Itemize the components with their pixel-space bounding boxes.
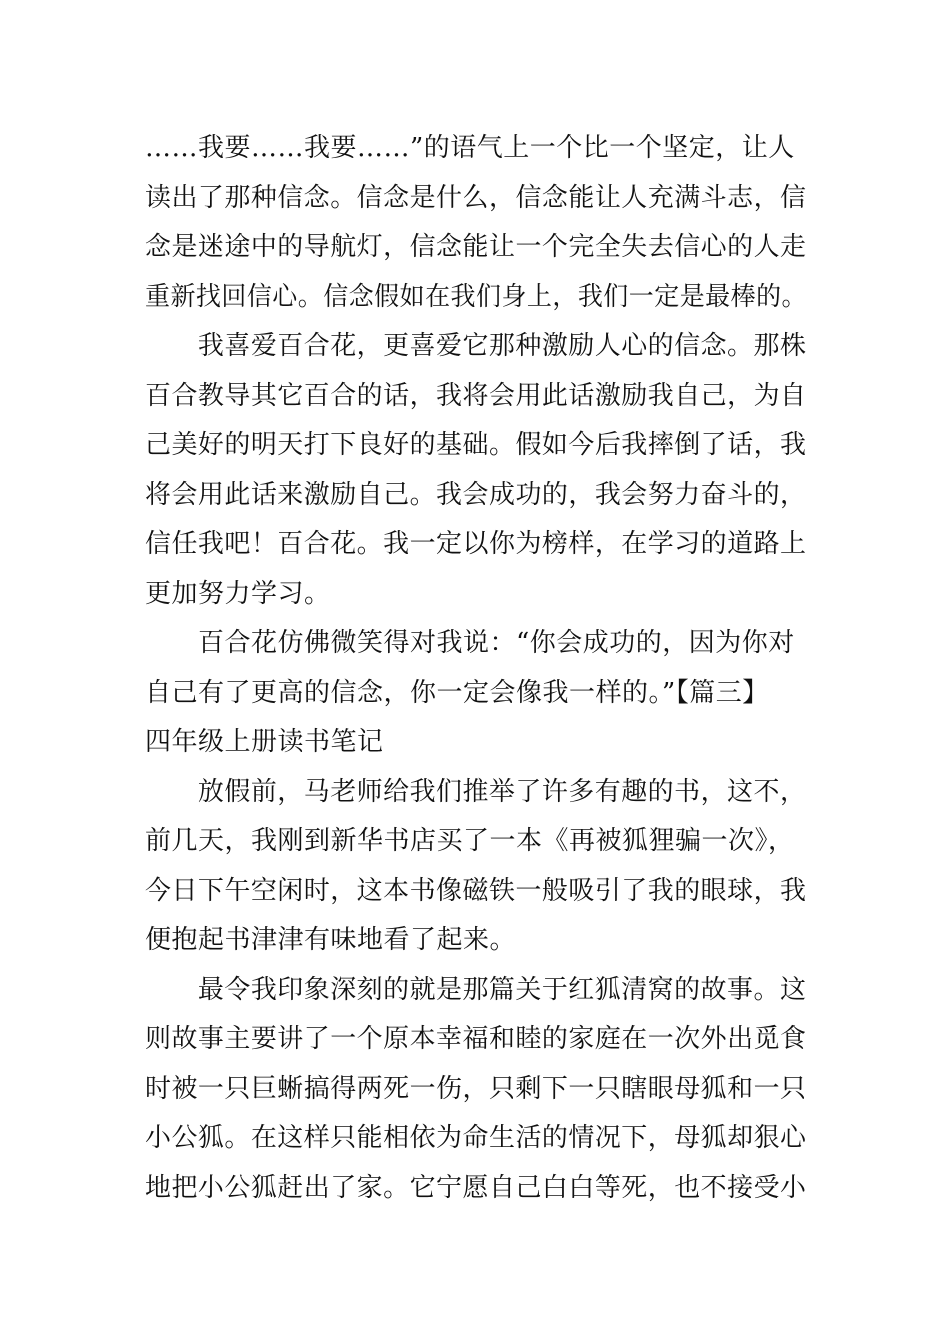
section-heading: 四年级上册读书笔记	[145, 727, 384, 757]
text-line: 将会用此话来激励自己。我会成功的，我会努力奋斗的，	[145, 479, 807, 510]
text-line: 时被一只巨蜥搞得两死一伤，只剩下一只瞎眼母狐和一只	[145, 1073, 807, 1104]
text-line: 今日下午空闲时，这本书像磁铁一般吸引了我的眼球，我	[145, 875, 807, 906]
text-line: 念是迷途中的导航灯，信念能让一个完全失去信心的人走	[145, 232, 807, 262]
paragraph-2	[145, 322, 807, 619]
text-line: 地把小公狐赶出了家。它宁愿自己白白等死，也不接受小	[145, 1172, 807, 1203]
paragraph-4	[145, 768, 807, 966]
text-line: 百合教导其它百合的话，我将会用此话激励我自己，为自	[145, 380, 807, 411]
text-line: 信任我吧！百合花。我一定以你为榜样，在学习的道路上	[145, 529, 807, 559]
text-line: 百合花仿佛微笑得对我说：“你会成功的，因为你对	[198, 628, 795, 658]
text-line: 读出了那种信念。信念是什么，信念能让人充满斗志，信	[145, 182, 807, 213]
document-page	[145, 124, 807, 1213]
text-line: 小公狐。在这样只能相依为命生活的情况下，母狐却狠心	[145, 1123, 807, 1153]
text-line: 前几天，我刚到新华书店买了一本《再被狐狸骗一次》，	[145, 826, 795, 856]
text-line: 便抱起书津津有味地看了起来。	[145, 925, 517, 955]
text-line: 则故事主要讲了一个原本幸福和睦的家庭在一次外出觅食	[145, 1024, 807, 1054]
text-line: 更加努力学习。	[145, 578, 331, 609]
text-line: 重新找回信心。信念假如在我们身上，我们一定是最棒的。	[145, 281, 808, 312]
text-line: 放假前，马老师给我们推举了许多有趣的书，这不，	[197, 776, 807, 807]
text-line: 最令我印象深刻的就是那篇关于红狐清窝的故事。这	[197, 974, 807, 1005]
text-line: 己美好的明天打下良好的基础。假如今后我摔倒了话，我	[145, 430, 807, 460]
paragraph-5	[145, 966, 807, 1214]
text-line: 我喜爱百合花，更喜爱它那种激励人心的信念。那株	[197, 331, 807, 361]
text-line: 自己有了更高的信念，你一定会像我一样的。”【篇三】	[145, 677, 769, 708]
text-line: ……我要……我要……”的语气上一个比一个坚定，让人	[145, 133, 795, 163]
paragraph-1	[145, 124, 807, 322]
paragraph-3	[145, 619, 807, 768]
